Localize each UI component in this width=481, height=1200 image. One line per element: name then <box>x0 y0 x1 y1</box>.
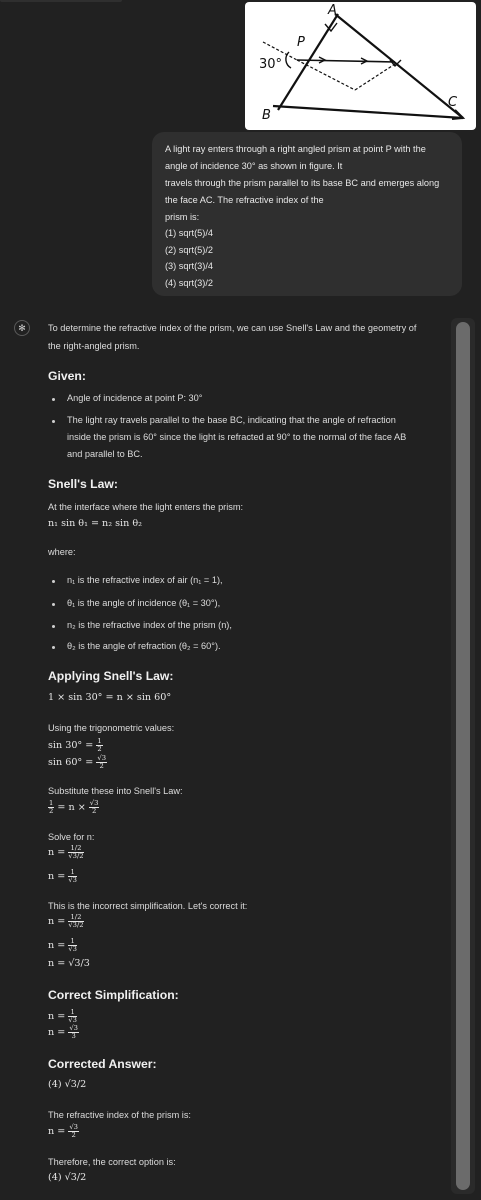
label-b: B <box>262 108 271 123</box>
label-angle: 30° <box>259 57 283 72</box>
applying-equation: 1 × sin 30° = n × sin 60° <box>48 692 172 703</box>
question-line: travels through the prism parallel to its base BC and emerges along <box>165 178 440 188</box>
prism-base-bc <box>273 106 463 118</box>
solve-equation-1: n = $\frac{1/2}{√3/2}$ <box>48 844 84 860</box>
sin30-equation: sin 30° = $\frac{1}{2}$ <box>48 737 102 753</box>
simplification-eq-2: n = $\frac{√3}{3}$ <box>48 1024 78 1040</box>
prism-diagram <box>245 2 476 130</box>
correct-equation-2: n = $\frac{1}{√3}$ <box>48 937 77 953</box>
prism-figure-image <box>245 2 476 130</box>
subst-equation: $\frac{1}{2}$ = n × $\frac{√3}{2}$ <box>49 799 99 815</box>
where-item: θ₁ is the angle of incidence (θ₁ = 30°), <box>67 598 221 608</box>
given-item: Angle of incidence at point P: 30° <box>67 393 203 403</box>
given-item: and parallel to BC. <box>67 449 143 459</box>
question-option: (3) sqrt(3)/4 <box>165 261 213 271</box>
question-option: (1) sqrt(5)/4 <box>165 228 213 238</box>
user-message-bubble <box>152 132 462 296</box>
question-option: (4) sqrt(3)/2 <box>165 278 213 288</box>
normal-line-exit <box>355 64 395 90</box>
ri-text: The refractive index of the prism is: <box>48 1110 191 1120</box>
where-item: n₁ is the refractive index of air (n₁ = 1), <box>67 575 223 585</box>
prism-face-ac <box>335 14 463 118</box>
ri-equation: n = $\frac{√3}{2}$ <box>48 1123 78 1139</box>
bullet-icon <box>52 420 55 423</box>
answer-intro: To determine the refractive index of the prism, we can use Snell's Law and the geometry of <box>48 323 417 333</box>
bullet-icon <box>52 580 55 583</box>
snell-equation: n₁ sin θ₁ = n₂ sin θ₂ <box>48 518 142 529</box>
solve-equation-2: n = $\frac{1}{√3}$ <box>48 868 77 884</box>
question-line: prism is: <box>165 212 200 222</box>
incorrect-text: This is the incorrect simplification. Let's correct it: <box>48 901 248 911</box>
bullet-icon <box>52 625 55 628</box>
top-button-edge[interactable] <box>0 0 122 2</box>
correct-equation-1: n = $\frac{1/2}{√3/2}$ <box>48 913 84 929</box>
correct-equation-3: n = √3/3 <box>48 958 90 969</box>
scrollbar-thumb[interactable] <box>456 322 470 1190</box>
bullet-icon <box>52 646 55 649</box>
label-a: A <box>328 3 337 18</box>
refracted-ray <box>297 60 395 62</box>
snell-text: At the interface where the light enters the prism: <box>48 502 244 512</box>
question-line: angle of incidence 30° as shown in figure. It <box>165 161 343 171</box>
heading-correct-simplification: Correct Simplification: <box>48 988 179 1002</box>
therefore-text: Therefore, the correct option is: <box>48 1157 176 1167</box>
given-item: inside the prism is 60° since the light is refracted at 90° to the normal of the face AB <box>67 432 407 442</box>
bullet-icon <box>52 603 55 606</box>
where-label: where: <box>48 547 76 557</box>
assistant-avatar-icon: ✻ <box>14 320 30 336</box>
bullet-icon <box>52 398 55 401</box>
heading-given: Given: <box>48 369 86 383</box>
final-answer: (4) √3/2 <box>48 1172 87 1183</box>
given-item: The light ray travels parallel to the base BC, indicating that the angle of refraction <box>67 415 396 425</box>
subst-text: Substitute these into Snell's Law: <box>48 786 183 796</box>
heading-corrected-answer: Corrected Answer: <box>48 1057 157 1071</box>
question-line: A light ray enters through a right angled prism at point P with the <box>165 144 426 154</box>
question-option: (2) sqrt(5)/2 <box>165 245 213 255</box>
trig-text: Using the trigonometric values: <box>48 723 175 733</box>
solve-text: Solve for n: <box>48 832 95 842</box>
label-p: P <box>297 35 305 50</box>
simplification-eq-1: n = $\frac{1}{√3}$ <box>48 1008 77 1024</box>
heading-snell: Snell's Law: <box>48 477 118 491</box>
corrected-answer: (4) √3/2 <box>48 1079 87 1090</box>
sin60-equation: sin 60° = $\frac{√3}{2}$ <box>48 754 107 770</box>
label-c: C <box>448 95 458 110</box>
incidence-angle-arc <box>286 52 291 68</box>
heading-applying: Applying Snell's Law: <box>48 669 174 683</box>
where-item: θ₂ is the angle of refraction (θ₂ = 60°). <box>67 641 221 651</box>
answer-intro: the right-angled prism. <box>48 341 140 351</box>
where-item: n₂ is the refractive index of the prism (n), <box>67 620 232 630</box>
question-line: the face AC. The refractive index of the <box>165 195 324 205</box>
